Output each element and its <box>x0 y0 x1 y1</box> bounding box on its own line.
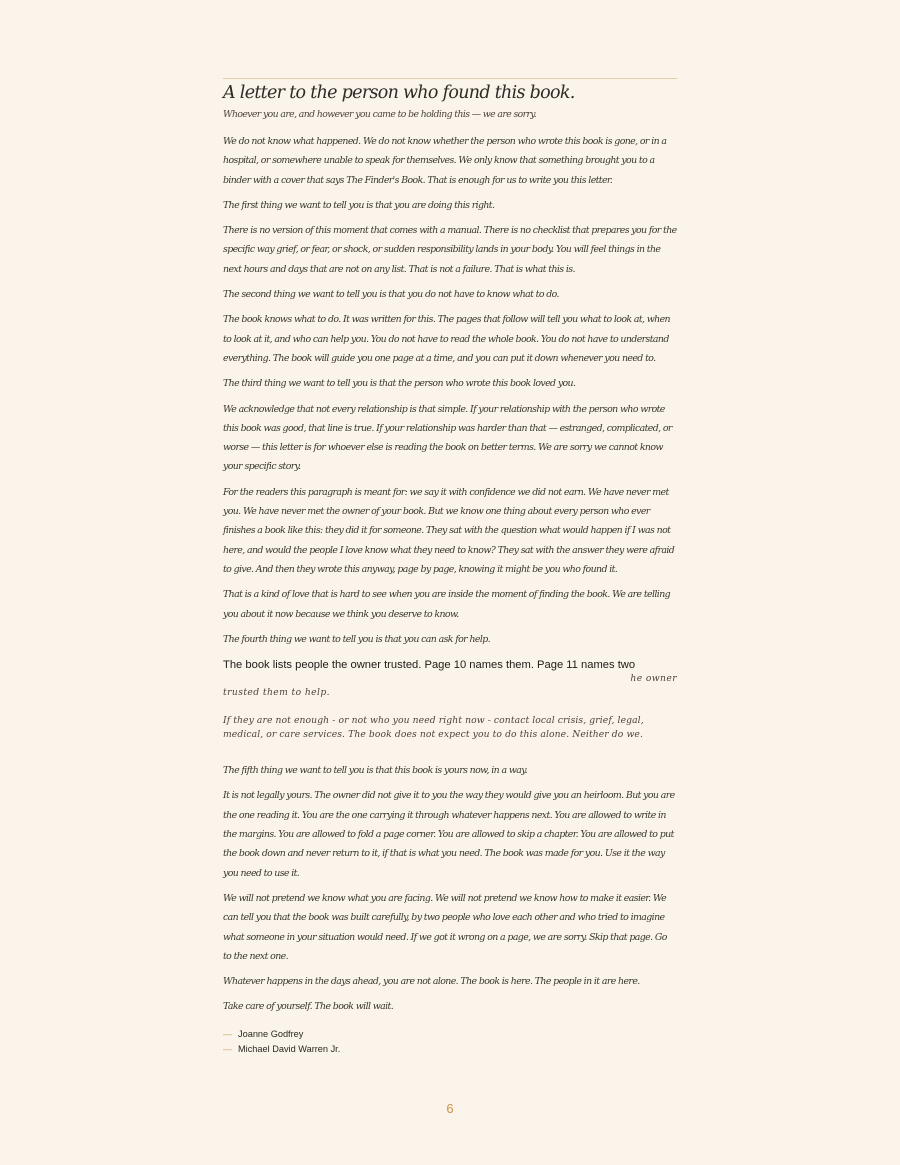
paragraph-12: If they are not enough - or not who you need right now - contact local crisis, grief, legal, medical, or care services. The book does not expect you to do this alone. Neither do we. <box>223 715 644 741</box>
paragraph-4: The second thing we want to tell you is that you do not have to know what to do. <box>223 289 559 301</box>
letter-subtitle: Whoever you are, and however you came to be holding this — we are sorry. <box>223 109 537 120</box>
letter-title: A letter to the person who found this book. <box>223 83 575 103</box>
paragraph-11-fragment: he owner <box>630 673 677 685</box>
paragraph-5: The book knows what to do. It was written for this. The pages that follow will tell you what to look at, when to look at it, and who can help you. You do not have to read the whole book. You do not have to understand everything. The book will guide you one page at a time, and you can put it down whenever you need to. <box>223 314 670 364</box>
paragraph-2: The first thing we want to tell you is that you are doing this right. <box>223 199 495 211</box>
paragraph-13: The fifth thing we want to tell you is that this book is yours now, in a way. <box>223 765 528 777</box>
paragraph-11-continuation: trusted them to help. <box>223 687 330 699</box>
paragraph-6: The third thing we want to tell you is that the person who wrote this book loved you. <box>223 378 576 390</box>
paragraph-15: We will not pretend we know what you are facing. We will not pretend we know how to make it easier. We can tell you that the book was built carefully, by two people who love each other and who tried to imagine what someone in your situation would need. If we got it wrong on a page, we are sorry. Skip that page. Go to the next one. <box>223 892 667 962</box>
paragraph-9: That is a kind of love that is hard to see when you are inside the moment of finding the book. We are telling you about it now because we think you deserve to know. <box>223 589 671 620</box>
signature-dash: — <box>223 1043 233 1054</box>
paragraph-3: There is no version of this moment that comes with a manual. There is no checklist that prepares you for the specific way grief, or fear, or shock, or sudden responsibility lands in your body. You will feel things in the next hours and days that are not on any list. That is not a failure. That is what this is. <box>223 225 677 275</box>
signature-name-2: Michael David Warren Jr. <box>238 1043 341 1054</box>
letter-page <box>223 78 677 1057</box>
paragraph-10: The fourth thing we want to tell you is that you can ask for help. <box>223 633 491 645</box>
paragraph-11-plain: The book lists people the owner trusted. Page 10 names them. Page 11 names two <box>223 659 636 672</box>
paragraph-8: For the readers this paragraph is meant for: we say it with confidence we did not earn. We have never met you. We have never met the owner of your book. But we know one thing about every person who ever finishes a book like this: they did it for someone. They sat with the question what would happen if I was not here, and would the people I love know what they need to know? They sat with the answer they were afraid to give. And then they wrote this anyway, page by page, knowing it might be you who found it. <box>223 486 675 575</box>
paragraph-1: We do not know what happened. We do not know whether the person who wrote this book is gone, or in a hospital, or somewhere unable to speak for themselves. We only know that something brought you to a binder with a cover that says The Finder's Book. That is enough for us to write you this letter. <box>223 136 667 186</box>
paragraph-17: Take care of yourself. The book will wait. <box>223 1001 394 1013</box>
page-number: 6 <box>446 1101 454 1116</box>
signature-1 <box>223 1027 677 1042</box>
paragraph-16: Whatever happens in the days ahead, you are not alone. The book is here. The people in it are here. <box>223 976 640 988</box>
signature-dash: — <box>223 1028 233 1039</box>
signature-2 <box>223 1042 677 1057</box>
paragraph-7: We acknowledge that not every relationship is that simple. If your relationship with the person who wrote this book was good, that line is true. If your relationship was harder than that — estranged, complicated, or worse — this letter is for whoever else is reading the book on better terms. We are sorry we cannot know your specific story. <box>223 403 672 473</box>
signatures <box>223 1027 677 1057</box>
signature-name-1: Joanne Godfrey <box>238 1028 304 1039</box>
paragraph-14: It is not legally yours. The owner did not give it to you the way they would give you an heirloom. But you are the one reading it. You are the one carrying it through whatever happens next. You are allowed to write in the margins. You are allowed to fold a page corner. You are allowed to skip a chapter. You are allowed to put the book down and never return to it, if that is what you need. The book was made for you. Use it the way you need to use it. <box>223 790 675 879</box>
